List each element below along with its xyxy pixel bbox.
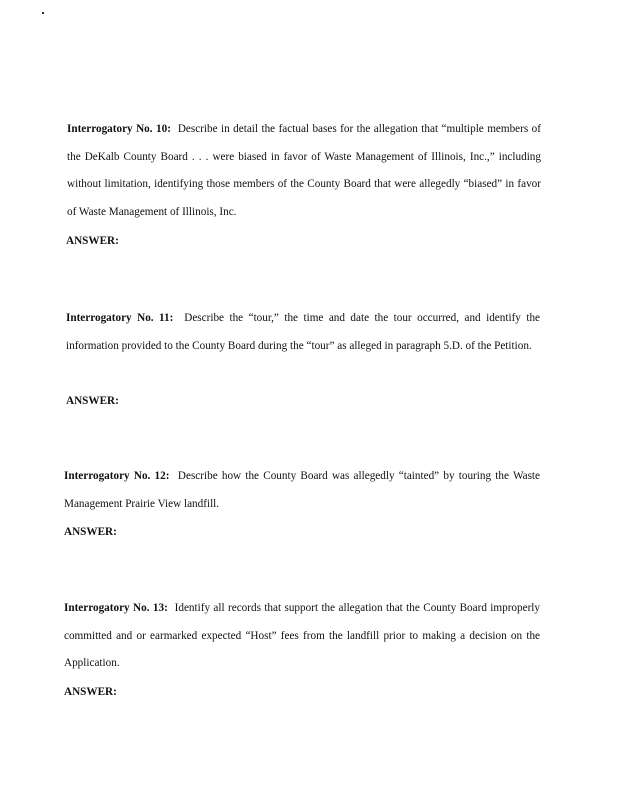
answer-12-label: ANSWER: bbox=[64, 526, 117, 538]
answer-10-label: ANSWER: bbox=[66, 235, 119, 247]
answer-11-label: ANSWER: bbox=[66, 395, 119, 407]
interrogatory-12-label: Interrogatory No. 12: bbox=[64, 470, 170, 482]
interrogatory-13 bbox=[64, 595, 540, 678]
interrogatory-13-text: Identify all records that support the allegation that the County Board improperly committed and or earmarked expected “Host” fees from the landfill prior to making a decision on the Application. bbox=[64, 602, 541, 669]
interrogatory-11-text: Describe the “tour,” the time and date the tour occurred, and identify the information provided to the County Board during the “tour” as alleged in paragraph 5.D. of the Petition. bbox=[66, 312, 541, 352]
interrogatory-12 bbox=[64, 463, 540, 518]
scan-speck bbox=[42, 12, 44, 14]
interrogatory-10 bbox=[67, 116, 541, 226]
interrogatory-11 bbox=[66, 305, 540, 360]
interrogatory-12-text: Describe how the County Board was allegedly “tainted” by touring the Waste Management Prairie View landfill. bbox=[64, 470, 541, 510]
interrogatory-10-label: Interrogatory No. 10: bbox=[67, 123, 171, 135]
interrogatory-13-label: Interrogatory No. 13: bbox=[64, 602, 168, 614]
interrogatory-11-label: Interrogatory No. 11: bbox=[66, 312, 174, 324]
answer-13-label: ANSWER: bbox=[64, 686, 117, 698]
interrogatory-10-text: Describe in detail the factual bases for the allegation that “multiple members of the DeKalb County Board . . . were biased in favor of Waste Management of Illinois, Inc.,” including without limitation, identifying those members of the County Board that were allegedly “biased” in favor of Waste Management of Illinois, Inc. bbox=[67, 123, 541, 218]
